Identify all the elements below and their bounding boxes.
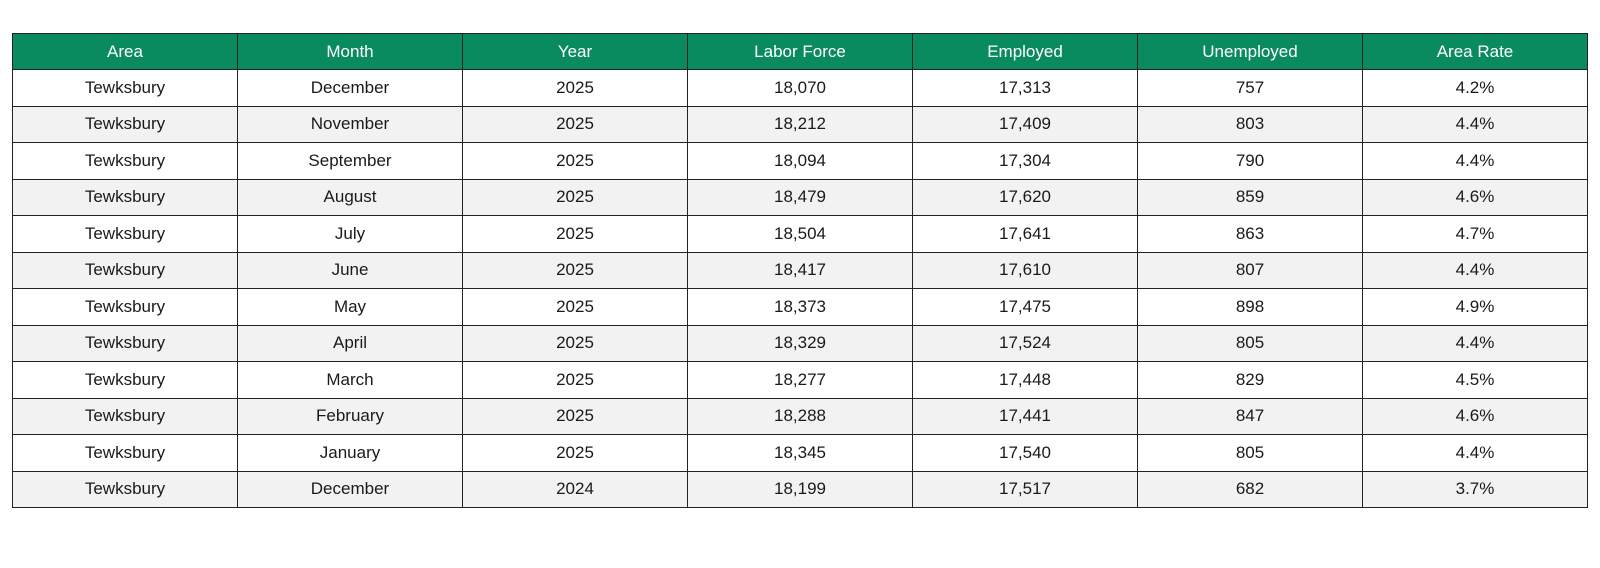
- cell-employed: 17,441: [913, 398, 1138, 435]
- cell-employed: 17,620: [913, 179, 1138, 216]
- cell-labor-force: 18,479: [688, 179, 913, 216]
- cell-month: September: [238, 143, 463, 180]
- cell-month: February: [238, 398, 463, 435]
- cell-area-rate: 4.4%: [1363, 252, 1588, 289]
- cell-unemployed: 847: [1138, 398, 1363, 435]
- cell-area-rate: 4.9%: [1363, 289, 1588, 326]
- cell-employed: 17,641: [913, 216, 1138, 253]
- cell-month: December: [238, 70, 463, 107]
- column-header-labor-force[interactable]: Labor Force: [688, 34, 913, 70]
- cell-employed: 17,448: [913, 362, 1138, 399]
- table-row: [13, 471, 1588, 508]
- cell-month: July: [238, 216, 463, 253]
- cell-year: 2025: [463, 143, 688, 180]
- cell-area: Tewksbury: [13, 362, 238, 399]
- cell-employed: 17,409: [913, 106, 1138, 143]
- cell-area: Tewksbury: [13, 179, 238, 216]
- cell-year: 2025: [463, 289, 688, 326]
- cell-labor-force: 18,094: [688, 143, 913, 180]
- cell-labor-force: 18,373: [688, 289, 913, 326]
- cell-unemployed: 805: [1138, 325, 1363, 362]
- cell-employed: 17,540: [913, 435, 1138, 472]
- cell-month: December: [238, 471, 463, 508]
- cell-labor-force: 18,277: [688, 362, 913, 399]
- column-header-employed[interactable]: Employed: [913, 34, 1138, 70]
- cell-year: 2025: [463, 362, 688, 399]
- cell-year: 2025: [463, 325, 688, 362]
- cell-month: June: [238, 252, 463, 289]
- cell-area: Tewksbury: [13, 70, 238, 107]
- cell-unemployed: 682: [1138, 471, 1363, 508]
- cell-year: 2025: [463, 70, 688, 107]
- cell-area-rate: 4.2%: [1363, 70, 1588, 107]
- table-row: [13, 106, 1588, 143]
- cell-month: January: [238, 435, 463, 472]
- table-row: [13, 435, 1588, 472]
- table-row: [13, 143, 1588, 180]
- cell-year: 2025: [463, 435, 688, 472]
- cell-area: Tewksbury: [13, 398, 238, 435]
- cell-unemployed: 829: [1138, 362, 1363, 399]
- cell-area-rate: 4.6%: [1363, 179, 1588, 216]
- column-header-year[interactable]: Year: [463, 34, 688, 70]
- labor-data-table: [12, 33, 1588, 508]
- cell-unemployed: 859: [1138, 179, 1363, 216]
- cell-unemployed: 805: [1138, 435, 1363, 472]
- cell-month: November: [238, 106, 463, 143]
- cell-labor-force: 18,199: [688, 471, 913, 508]
- table-body: [13, 70, 1588, 508]
- cell-year: 2025: [463, 106, 688, 143]
- cell-year: 2025: [463, 398, 688, 435]
- table-row: [13, 362, 1588, 399]
- table-row: [13, 289, 1588, 326]
- column-header-month[interactable]: Month: [238, 34, 463, 70]
- table-row: [13, 398, 1588, 435]
- cell-area: Tewksbury: [13, 289, 238, 326]
- cell-labor-force: 18,329: [688, 325, 913, 362]
- cell-area: Tewksbury: [13, 435, 238, 472]
- cell-month: August: [238, 179, 463, 216]
- cell-employed: 17,475: [913, 289, 1138, 326]
- cell-labor-force: 18,288: [688, 398, 913, 435]
- cell-month: April: [238, 325, 463, 362]
- cell-unemployed: 757: [1138, 70, 1363, 107]
- cell-area-rate: 4.6%: [1363, 398, 1588, 435]
- cell-employed: 17,517: [913, 471, 1138, 508]
- cell-area: Tewksbury: [13, 252, 238, 289]
- cell-area: Tewksbury: [13, 143, 238, 180]
- table-row: [13, 252, 1588, 289]
- cell-area-rate: 4.4%: [1363, 435, 1588, 472]
- cell-area-rate: 4.4%: [1363, 325, 1588, 362]
- table-row: [13, 216, 1588, 253]
- cell-unemployed: 863: [1138, 216, 1363, 253]
- cell-employed: 17,610: [913, 252, 1138, 289]
- cell-month: May: [238, 289, 463, 326]
- cell-unemployed: 790: [1138, 143, 1363, 180]
- cell-unemployed: 807: [1138, 252, 1363, 289]
- header-row: [13, 34, 1588, 70]
- cell-labor-force: 18,070: [688, 70, 913, 107]
- cell-area-rate: 4.5%: [1363, 362, 1588, 399]
- column-header-unemployed[interactable]: Unemployed: [1138, 34, 1363, 70]
- cell-month: March: [238, 362, 463, 399]
- cell-area: Tewksbury: [13, 216, 238, 253]
- cell-year: 2025: [463, 252, 688, 289]
- cell-year: 2025: [463, 179, 688, 216]
- table-row: [13, 70, 1588, 107]
- cell-labor-force: 18,345: [688, 435, 913, 472]
- cell-labor-force: 18,504: [688, 216, 913, 253]
- cell-employed: 17,304: [913, 143, 1138, 180]
- column-header-area-rate[interactable]: Area Rate: [1363, 34, 1588, 70]
- cell-area-rate: 4.4%: [1363, 143, 1588, 180]
- cell-employed: 17,313: [913, 70, 1138, 107]
- cell-area: Tewksbury: [13, 471, 238, 508]
- cell-area: Tewksbury: [13, 325, 238, 362]
- cell-area-rate: 3.7%: [1363, 471, 1588, 508]
- table-header: [13, 34, 1588, 70]
- column-header-area[interactable]: Area: [13, 34, 238, 70]
- cell-year: 2024: [463, 471, 688, 508]
- cell-labor-force: 18,417: [688, 252, 913, 289]
- table-row: [13, 325, 1588, 362]
- cell-unemployed: 898: [1138, 289, 1363, 326]
- cell-year: 2025: [463, 216, 688, 253]
- cell-labor-force: 18,212: [688, 106, 913, 143]
- cell-employed: 17,524: [913, 325, 1138, 362]
- cell-area-rate: 4.4%: [1363, 106, 1588, 143]
- table-row: [13, 179, 1588, 216]
- table-container: [12, 33, 1588, 508]
- cell-area-rate: 4.7%: [1363, 216, 1588, 253]
- cell-area: Tewksbury: [13, 106, 238, 143]
- cell-unemployed: 803: [1138, 106, 1363, 143]
